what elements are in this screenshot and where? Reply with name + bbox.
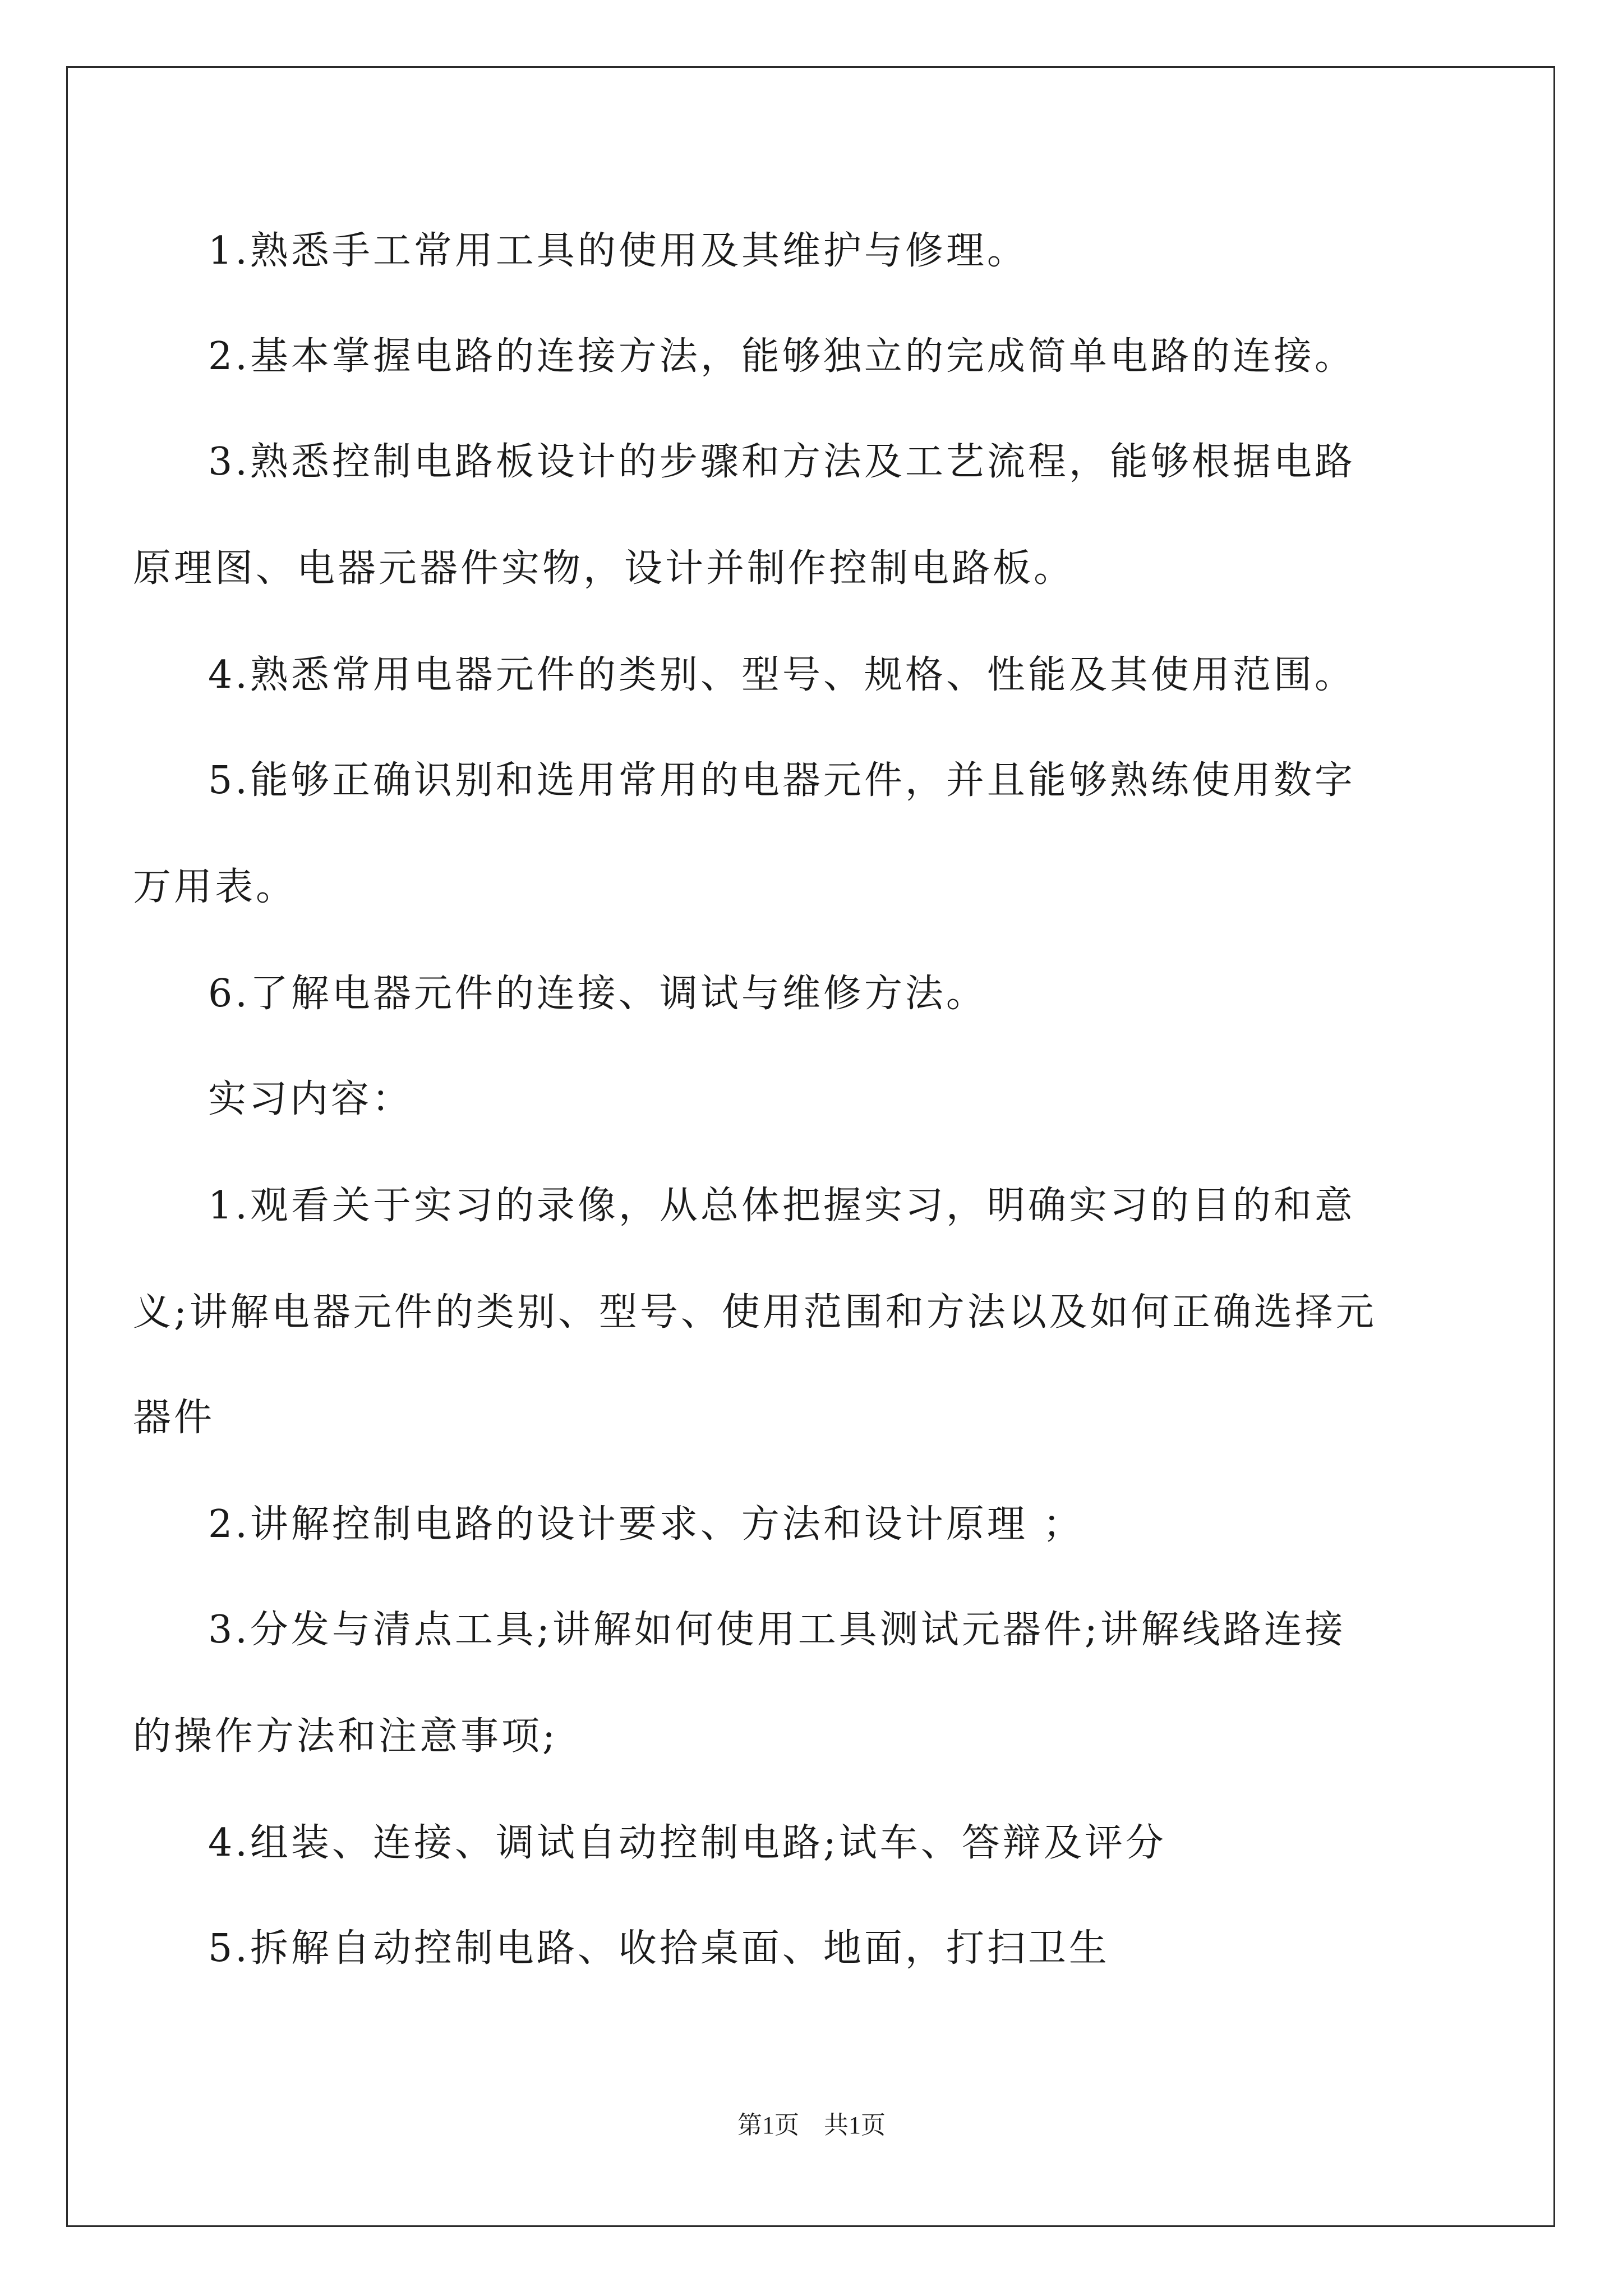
text-line: 5.拆解自动控制电路、收拾桌面、地面，打扫卫生 [208, 1926, 1110, 1971]
text-line: 3.分发与清点工具;讲解如何使用工具测试元器件;讲解线路连接 [208, 1608, 1346, 1652]
text-line: 6.了解电器元件的连接、调试与维修方法。 [208, 972, 987, 1016]
text-line: 器件 [133, 1396, 215, 1440]
text-line: 原理图、电器元器件实物，设计并制作控制电路板。 [133, 546, 1075, 591]
text-line: 4.组装、连接、调试自动控制电路;试车、答辩及评分 [208, 1821, 1166, 1865]
text-line: 1.熟悉手工常用工具的使用及其维护与修理。 [208, 229, 1028, 273]
page-border [66, 66, 1555, 2227]
text-line: 1.观看关于实习的录像，从总体把握实习，明确实习的目的和意 [208, 1184, 1355, 1228]
text-line: 的操作方法和注意事项; [133, 1714, 558, 1759]
text-line: 5.能够正确识别和选用常用的电器元件，并且能够熟练使用数字 [208, 758, 1355, 803]
section-heading: 实习内容： [208, 1077, 413, 1121]
text-line: 2.基本掌握电路的连接方法，能够独立的完成简单电路的连接。 [208, 334, 1355, 379]
text-line: 3.熟悉控制电路板设计的步骤和方法及工艺流程，能够根据电路 [208, 440, 1355, 484]
text-line: 万用表。 [133, 865, 297, 909]
text-line: 4.熟悉常用电器元件的类别、型号、规格、性能及其使用范围。 [208, 653, 1355, 697]
text-line: 义;讲解电器元件的类别、型号、使用范围和方法以及如何正确选择元 [133, 1290, 1377, 1335]
page-number-footer: 第1页 共1页 [737, 2111, 886, 2139]
text-line: 2.讲解控制电路的设计要求、方法和设计原理 ； [208, 1502, 1084, 1547]
